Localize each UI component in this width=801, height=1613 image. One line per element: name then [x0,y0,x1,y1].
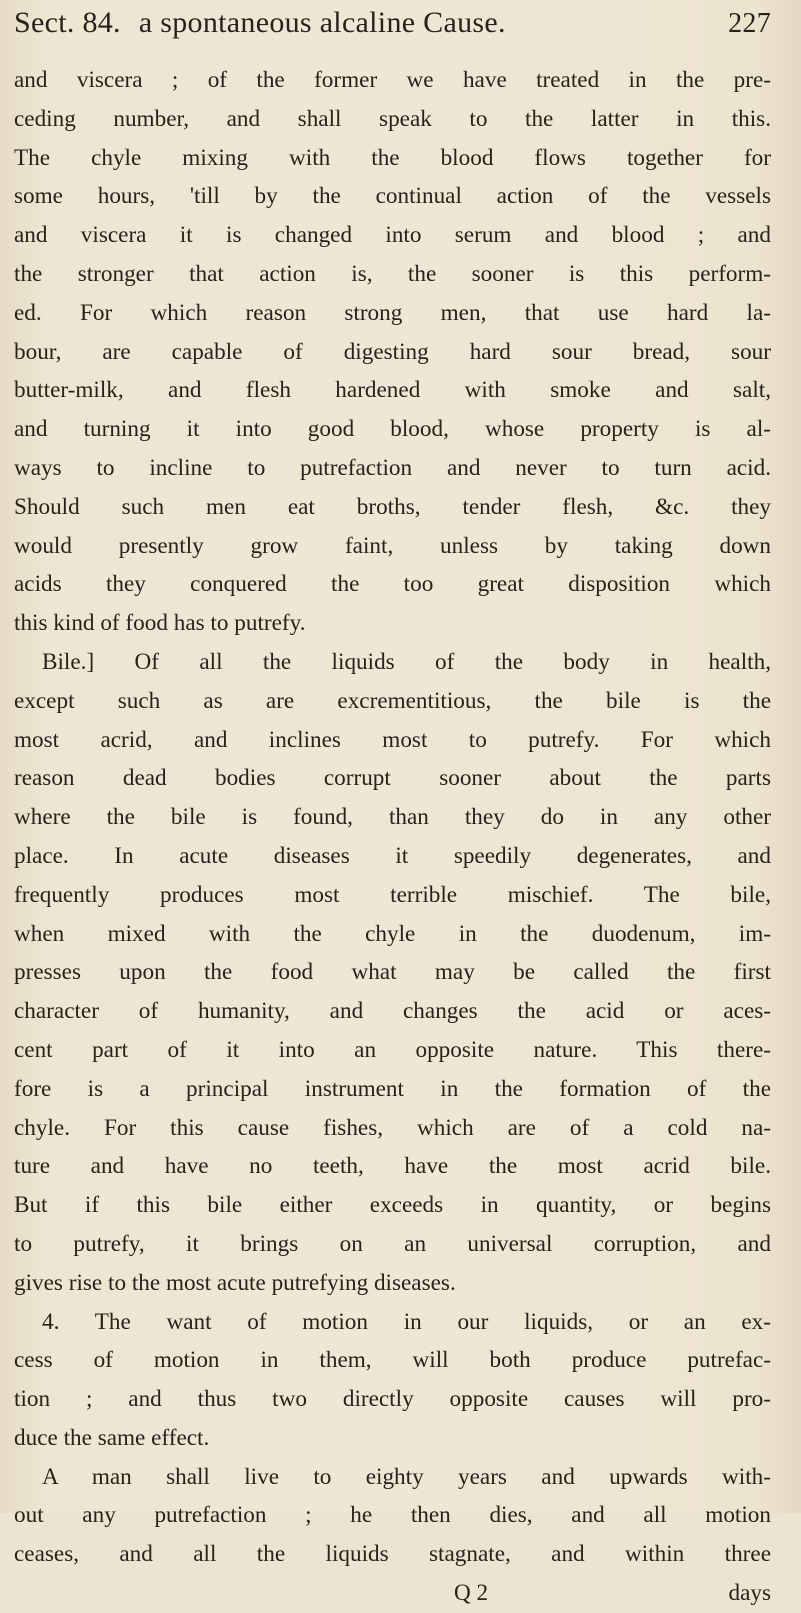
text-line: fore is a principal instrument in the formation of the [14,1075,771,1102]
text-line: chyle. For this cause fishes, which are of a cold na- [14,1114,771,1141]
text-line: 4. The want of motion in our liquids, or an ex- [42,1308,771,1335]
text-line: frequently produces most terrible mischief. The bile, [14,881,771,908]
running-head [14,6,771,62]
text-line: ceding number, and shall speak to the latter in this. [14,105,771,132]
section-number: Sect. 84. [14,6,121,39]
text-line: character of humanity, and changes the acid or aces- [14,998,771,1025]
text-line: and viscera ; of the former we have treated in the pre- [14,67,771,93]
text-line: this kind of food has to putrefy. [14,610,306,637]
body-text [14,61,771,1613]
text-line: ed. For which reason strong men, that use hard la- [14,299,771,326]
text-line: A man shall live to eighty years and upwards with- [42,1463,771,1490]
text-line: The chyle mixing with the blood flows together for [14,144,771,171]
text-line: acids they conquered the too great disposition which [14,571,771,598]
text-line: bour, are capable of digesting hard sour bread, sour [14,338,771,365]
signature-mark: Q 2 [454,1580,489,1607]
text-line: Should such men eat broths, tender flesh, &c. they [14,493,771,520]
text-line: reason dead bodies corrupt sooner about the parts [14,765,771,792]
text-line: to putrefy, it brings on an universal corruption, and [14,1230,771,1257]
text-line: ceases, and all the liquids stagnate, and within three [14,1541,771,1568]
text-line: when mixed with the chyle in the duodenum, im- [14,920,771,947]
text-line: But if this bile either exceeds in quantity, or begins [14,1192,771,1219]
text-line: gives rise to the most acute putrefying diseases. [14,1269,456,1296]
text-line: out any putrefaction ; he then dies, and all motion [14,1502,771,1529]
text-line: most acrid, and inclines most to putrefy. For which [14,726,771,753]
text-line: except such as are excrementitious, the bile is the [14,687,771,714]
text-line: some hours, 'till by the continual action of the vessels [14,183,771,210]
text-line: tion ; and thus two directly opposite causes will pro- [14,1386,771,1413]
text-line: ture and have no teeth, have the most acrid bile. [14,1153,771,1180]
text-line: cess of motion in them, will both produce putrefac- [14,1347,771,1374]
catchline [14,1574,771,1613]
page-number: 227 [728,8,771,39]
text-line: place. In acute diseases it speedily degenerates, and [14,842,771,869]
text-line: ways to incline to putrefaction and never to turn acid. [14,454,771,481]
text-line: presses upon the food what may be called the first [14,959,771,986]
text-line: cent part of it into an opposite nature. This there- [14,1036,771,1063]
text-line: duce the same effect. [14,1424,210,1451]
text-line: and viscera it is changed into serum and blood ; and [14,222,771,249]
text-line: butter-milk, and flesh hardened with smoke and salt, [14,377,771,404]
text-line: would presently grow faint, unless by taking down [14,532,771,559]
text-line: where the bile is found, than they do in any other [14,804,771,831]
running-title: a spontaneous alcaline Cause. [138,6,506,39]
catchword: days [728,1580,771,1607]
text-line: and turning it into good blood, whose property is al- [14,416,771,443]
text-line: the stronger that action is, the sooner is this perform- [14,260,771,287]
text-line: Bile.] Of all the liquids of the body in health, [42,648,771,675]
